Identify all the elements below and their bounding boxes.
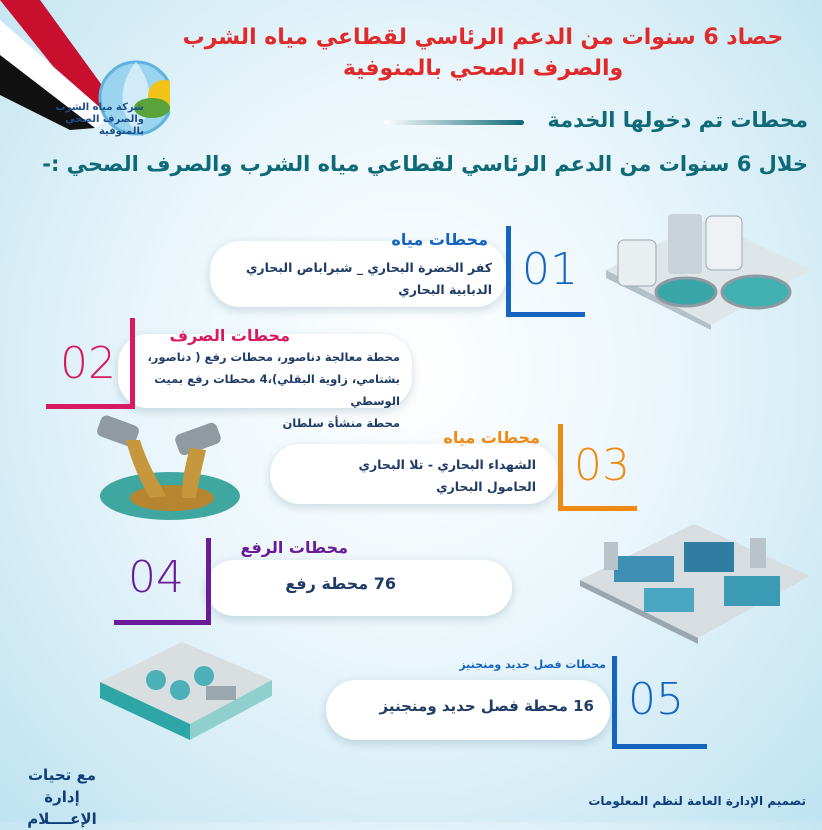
regards-line1: مع تحيات [27,766,97,784]
item-02-line3: محطة منشأة سلطان [282,416,400,430]
pumping-station-illustration [574,516,814,646]
sewage-pipes-illustration [92,414,242,524]
item-03-number: 03 [574,440,630,491]
title-line2: والصرف الصحي بالمنوفية [342,56,624,81]
logo-text-line2: والصرف الصحي بالمنوفية [65,114,144,137]
item-02-number: 02 [60,338,116,389]
item-card-03 [270,444,558,504]
section-heading: محطات تم دخولها الخدمة [547,108,808,132]
item-03-line2: الحامول البحاري [436,479,536,494]
item-02-line2: بشتامي، زاوية البقلي)،4 محطات رفع بميت الوسطي [154,372,400,408]
regards-block [14,764,110,830]
item-03-title: محطات مياه [443,428,540,447]
heading-underline [384,120,524,125]
item-01-line1: كفر الخضرة البحاري _ شبراباص البحاري [245,260,492,275]
design-credit: تصميم الإدارة العامة لنظم المعلومات [588,794,806,808]
item-02-title: محطات الصرف [169,326,290,345]
water-plant-illustration [606,200,816,330]
page-title [160,22,806,84]
item-04-title: محطات الرفع [240,538,348,557]
item-card-02 [118,334,412,430]
item-03-line1: الشهداء البحاري - تلا البحاري [358,457,536,472]
item-card-01 [210,241,506,307]
item-card-05 [326,680,610,740]
intro-text: خلال 6 سنوات من الدعم الرئاسي لقطاعي مياه الشرب والصرف الصحي :- [42,152,808,176]
item-05-line1: 16 محطة فصل حديد ومنجنيز [379,697,594,715]
title-line1: حصاد 6 سنوات من الدعم الرئاسي لقطاعي مياه الشرب [182,25,784,50]
item-05-number: 05 [628,674,684,725]
item-04-line1: 76 محطة رفع [285,574,396,593]
item-01-title: محطات مياه [391,230,488,249]
company-logo [44,36,170,140]
item-01-number: 01 [522,244,578,295]
logo-text-line1: شركة مياه الشرب [55,102,144,113]
item-05-title: محطات فصل حديد ومنجنيز [459,658,606,671]
regards-line2: إدارة الإعــــلام [27,788,97,828]
item-card-04 [206,560,512,616]
item-02-line1: محطة معالجة دناصور، محطات رفع ( دناصور، [147,350,400,364]
item-01-line2: الدبابية البحاري [398,282,492,297]
item-04-number: 04 [128,552,184,603]
treatment-plant-illustration [96,636,276,746]
